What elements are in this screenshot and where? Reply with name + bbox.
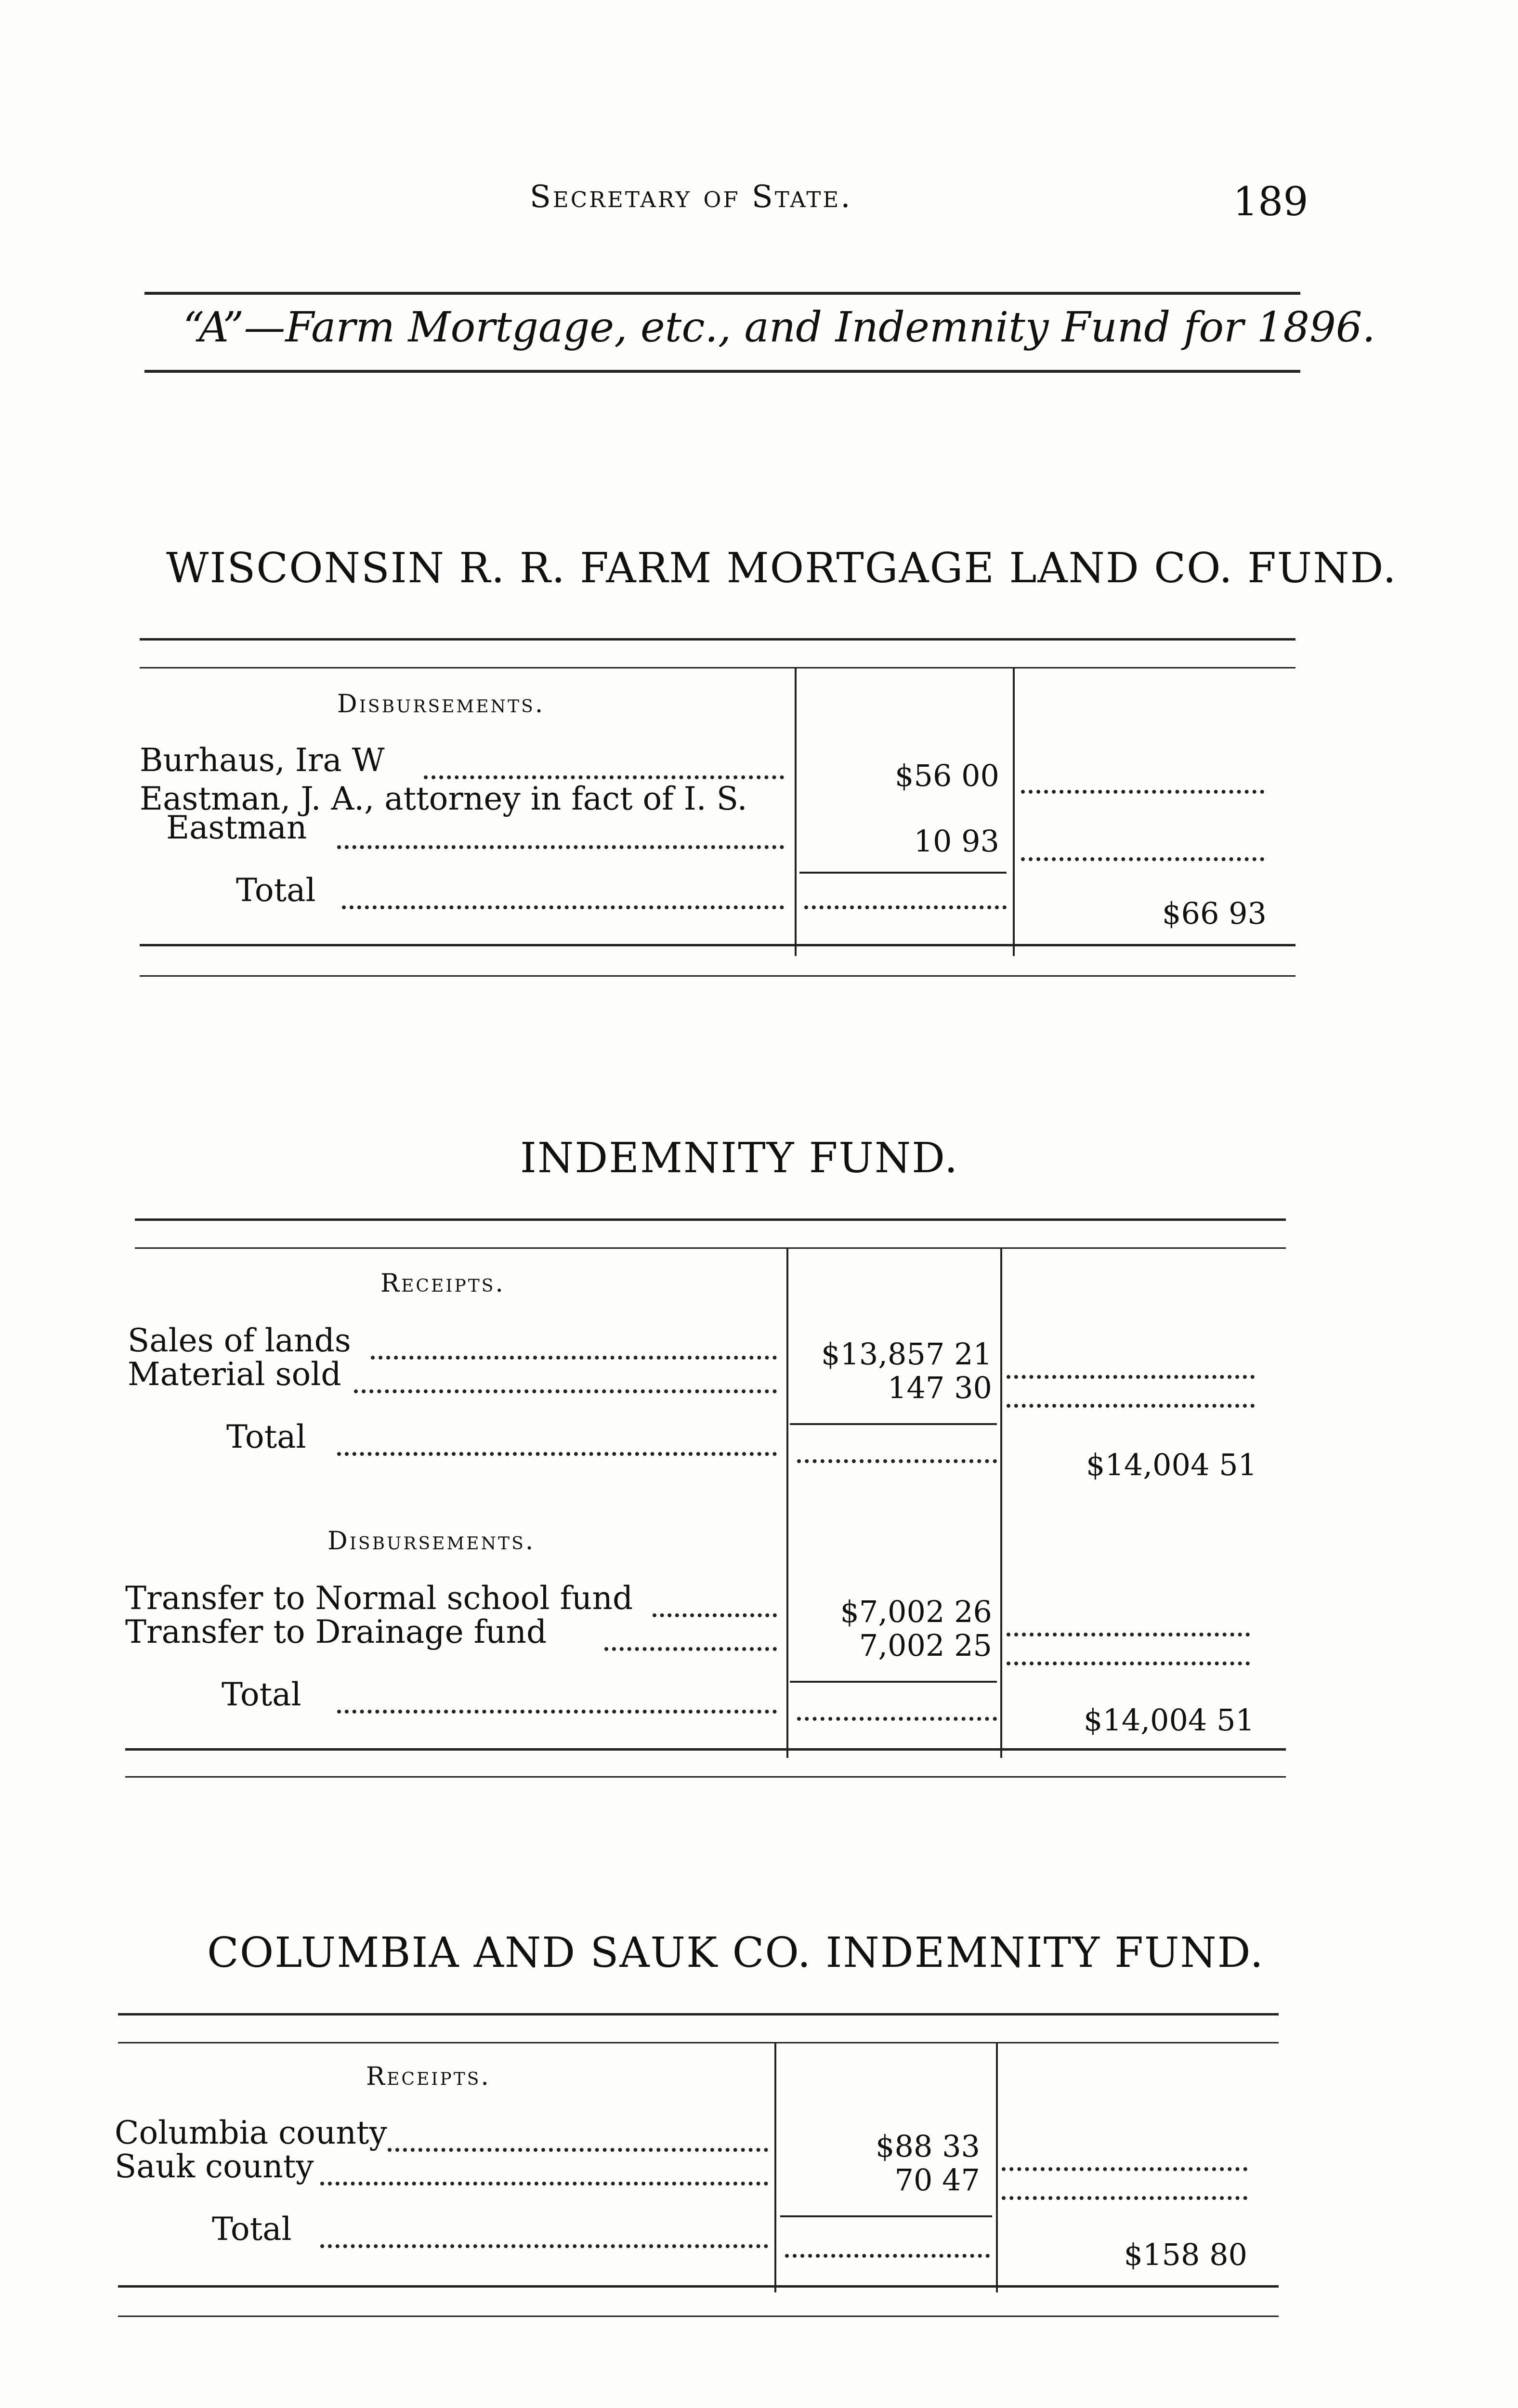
total-amount: $14,004 51 [1086,1447,1257,1482]
row-amount: $13,857 21 [821,1336,992,1372]
dot-leader [1021,857,1264,861]
subtotal-rule [790,1423,997,1425]
column-divider [795,667,797,956]
row-label-continuation: Eastman [166,809,307,846]
row-label: Material sold [128,1356,341,1393]
total-amount: $66 93 [1162,896,1267,931]
dot-leader [804,905,1007,909]
dot-leader [342,905,784,909]
row-label: Burhaus, Ira W [140,742,385,779]
total-label: Total [212,2211,292,2248]
total-amount: $14,004 51 [1084,1702,1255,1738]
column-divider [774,2042,776,2292]
dot-leader [1007,1375,1255,1379]
table-bottom-rule [125,1776,1286,1778]
dot-leader [604,1647,777,1651]
dot-leader [653,1613,777,1617]
table-bottom-rule [140,975,1296,977]
column-divider [1013,667,1015,956]
dot-leader [424,775,784,779]
dot-leader [354,1389,777,1393]
table-top-rule [135,1247,1286,1249]
group-heading: Receipts. [366,2062,491,2091]
page-subtitle: “A”—Farm Mortgage, etc., and Indemnity Fund for 1896. [183,303,1375,352]
group-heading: Receipts. [380,1269,505,1298]
dot-leader [337,1710,777,1714]
dot-leader [371,1356,777,1360]
dot-leader [320,2244,768,2248]
table-bottom-rule [140,944,1296,946]
subtotal-rule [790,1681,997,1683]
section-title-columbia-sauk: COLUMBIA AND SAUK CO. INDEMNITY FUND. [207,1929,1264,1977]
table-top-rule [140,638,1296,641]
dot-leader [797,1459,997,1463]
row-label: Sauk county [115,2148,314,2185]
row-label: Sales of lands [128,1322,351,1359]
dot-leader [388,2148,768,2152]
row-amount: 10 93 [914,824,999,859]
table-bottom-rule [118,2285,1279,2288]
dot-leader [1007,1404,1255,1408]
dot-leader [337,845,784,849]
row-label: Transfer to Normal school fund [125,1580,633,1617]
dot-leader [1007,1662,1250,1665]
group-heading: Disbursements. [337,690,545,719]
header-rule-top [144,292,1300,295]
page-number: 189 [1233,179,1309,225]
section-title-wisconsin: WISCONSIN R. R. FARM MORTGAGE LAND CO. FUND. [166,544,1397,592]
table-bottom-rule [118,2316,1279,2317]
column-divider [786,1247,788,1758]
dot-leader [1021,790,1264,794]
row-amount: 147 30 [888,1370,992,1405]
table-top-rule [140,667,1296,668]
row-amount: 7,002 25 [859,1628,992,1663]
section-title-indemnity: INDEMNITY FUND. [520,1134,959,1182]
row-amount: $88 33 [876,2129,980,2164]
dot-leader [797,1717,997,1721]
row-label: Transfer to Drainage fund [125,1613,547,1650]
running-header: Secretary of State. [530,179,852,215]
table-bottom-rule [125,1748,1286,1751]
dot-leader [1002,2196,1247,2200]
subtotal-rule [780,2215,992,2217]
dot-leader [785,2254,990,2258]
column-divider [996,2042,998,2292]
row-amount: 70 47 [894,2162,980,2198]
total-label: Total [226,1418,306,1455]
row-label: Columbia county [115,2114,387,2151]
dot-leader [320,2182,768,2186]
row-amount: $7,002 26 [840,1594,992,1629]
table-top-rule [118,2042,1279,2043]
total-label: Total [222,1676,301,1713]
column-divider [1000,1247,1002,1758]
row-amount: $56 00 [895,758,999,793]
total-label: Total [236,872,316,909]
dot-leader [1002,2167,1247,2171]
dot-leader [337,1452,777,1456]
total-amount: $158 80 [1124,2237,1247,2272]
header-rule-bottom [144,370,1300,373]
table-top-rule [118,2013,1279,2015]
group-heading: Disbursements. [327,1527,536,1556]
subtotal-rule [799,872,1007,874]
dot-leader [1007,1633,1250,1636]
row-label: Eastman, J. A., attorney in fact of I. S. [140,780,747,817]
table-top-rule [135,1218,1286,1221]
